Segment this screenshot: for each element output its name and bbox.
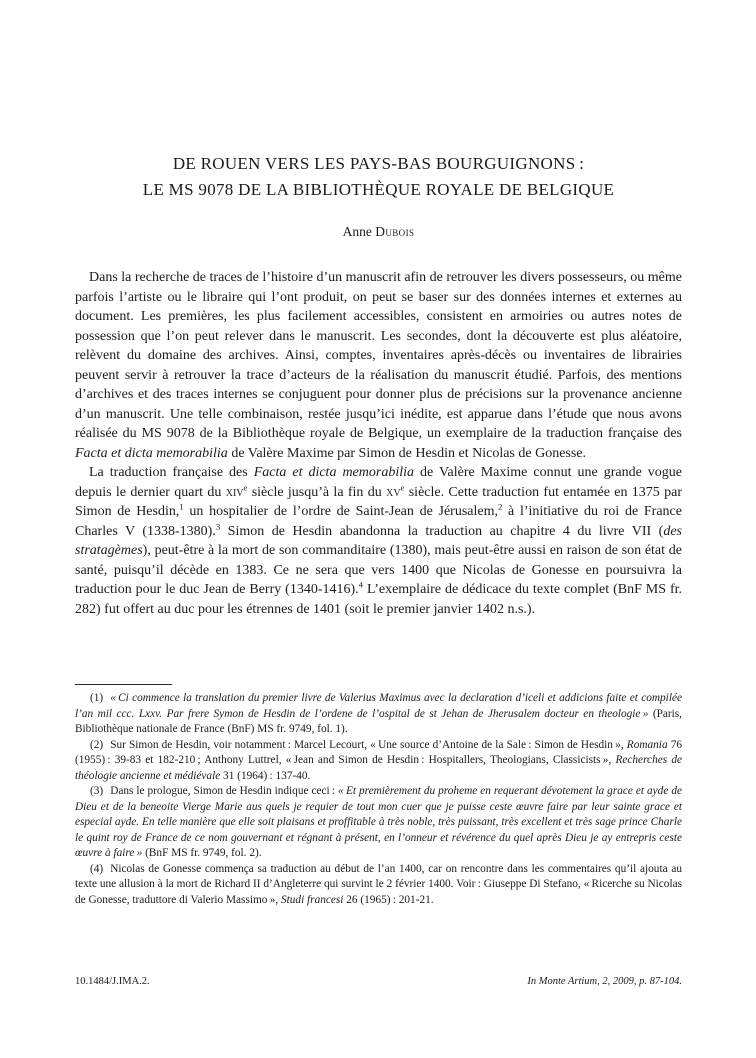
article-body [75,268,682,619]
footnote-2-text: Sur Simon de Hesdin, voir notamment : Marcel Lecourt, « Une source d’Antoine de la Sale : Simon de Hesdin », Romania 76 (1955) : 39-83 et 182-210 ; Anthony Luttrel, « Jean and Simon de Hesdin : Hospitallers, Theologians, Classicists », Recherches de théologie ancienne et médiévale 31 (1964) : 137-40. [75,738,683,782]
journal-citation: In Monte Artium, 2, 2009, p. 87-104. [527,976,682,987]
article-title-line1: DE ROUEN VERS LES PAYS-BAS BOURGUIGNONS : [172,154,585,173]
body-paragraph-1: Dans la recherche de traces de l’histoire d’un manuscrit afin de retrouver les divers possesseurs, ou même parfois l’artiste ou le libraire qui l’ont produit, on peut se baser sur des données internes et externes au document. Les premières, les plus facilement accessibles, consistent en armoiries ou autres notes de possession que l’on peut relever dans le manuscrit. Les secondes, dont la découverte est plus aléatoire, relèvent du domaine des archives. Ainsi, comptes, inventaires après-décès ou inventaires de librairies peuvent servir à retrouver la trace d’acteurs de la réalisation du manuscrit étudié. Parfois, des mentions d’archives et des traces internes se conjuguent pour donner plus de précisions sur la provenance ancienne d’un manuscrit. Une telle combinaison, restée jusqu’ici inédite, est apparue dans l’étude que nous avons réalisée du MS 9078 de la Bibliothèque royale de Belgique, un exemplaire de la traduction française des Facta et dicta memorabilia de Valère Maxime par Simon de Hesdin et Nicolas de Gonesse. [75,270,682,461]
footnote-2-number: (2) [90,738,104,751]
footnotes-section [75,684,682,908]
author-name [75,224,682,240]
footnote-separator-rule [75,684,172,685]
footnote-1-text: « Ci commence la translation du premier livre de Valerius Maximus avec la declaration d’iceli et addicions faite et compilée l’an mil ccc. Lxxv. Par frere Symon de Hesdin de l’ordene de l’ospital de st Jehan de Jherusalem docteur en theologie » (Paris, Bibliothèque nationale de France (BnF) MS fr. 9749, fol. 1). [75,692,682,735]
page-footer [75,976,682,987]
footnote-2 [75,738,682,785]
footnote-3 [75,784,682,862]
footnote-1 [75,691,682,738]
article-title-line2: LE MS 9078 DE LA BIBLIOTHÈQUE ROYALE DE BELGIQUE [142,180,615,199]
footnote-3-number: (3) [90,785,104,797]
doi-reference: 10.1484/J.IMA.2. [75,976,150,987]
footnote-4 [75,862,682,909]
author-last-name: Dubois [375,224,415,239]
body-paragraph-2: La traduction française des Facta et dicta memorabilia de Valère Maxime connut une grande vogue depuis le dernier quart du xiv$^e$ siècle jusqu’à la fin du $xv^e$ siècle. Cette traduction fut entamée en 1375 par Simon de Hesdin,$^1$ un hospitalier de l’ordre de Saint-Jean de Jérusalem,$^2$ à l’initiative du roi de France Charles V (1338-1380).$^3$ Simon de Hesdin abandonna la traduction au chapitre 4 du livre VII (des stratagèmes), peut-être à la mort de son commanditaire (1380), mais peut-être aussi en raison de son état de santé, puisqu’il décède en 1383. Ce ne sera que vers 1400 que Nicolas de Gonesse en poursuivra la traduction pour le duc Jean de Berry (1340-1416).$^4$ L’exemplaire de dédicace du texte complet (BnF MS fr. 282) fut offert au duc pour les étrennes de 1401 (soit le premier janvier 1402 n.s.). [75,465,683,617]
article-title [75,151,682,203]
footnote-1-number: (1) [90,692,104,704]
footnote-4-number: (4) [90,862,104,875]
footnote-3-text: Dans le prologue, Simon de Hesdin indique ceci : « Et premièrement du proheme en requerant dévotement la grace et ayde de Dieu et de la beneoite Vierge Marie aus quels je requier de tout mon cuer que je puisse ceste œuvre faire par leur sainte grace et especial ayde. En telle manière que elle soit plaisans et proffitable à très noble, très puissant, très excellent et très sage prince Charle le quint roy de France de ce nom gouvernant et régnant à présent, en l’onneur et révérence du quel après Dieu je ay entrepris ceste œuvre à faire » (BnF MS fr. 9749, fol. 2). [75,785,682,859]
footnote-4-text: Nicolas de Gonesse commença sa traduction au début de l’an 1400, car on rencontre dans les commentaires qu’il ajouta au texte une allusion à la mort de Richard II d’Angleterre qui survint le 2 février 1400. Voir : Giuseppe Di Stefano, « Ricerche su Nicolas de Gonesse, traduttore di Valerio Massimo », Studi francesi 26 (1965) : 201-21. [75,862,682,906]
author-first-name: Anne [342,224,376,239]
